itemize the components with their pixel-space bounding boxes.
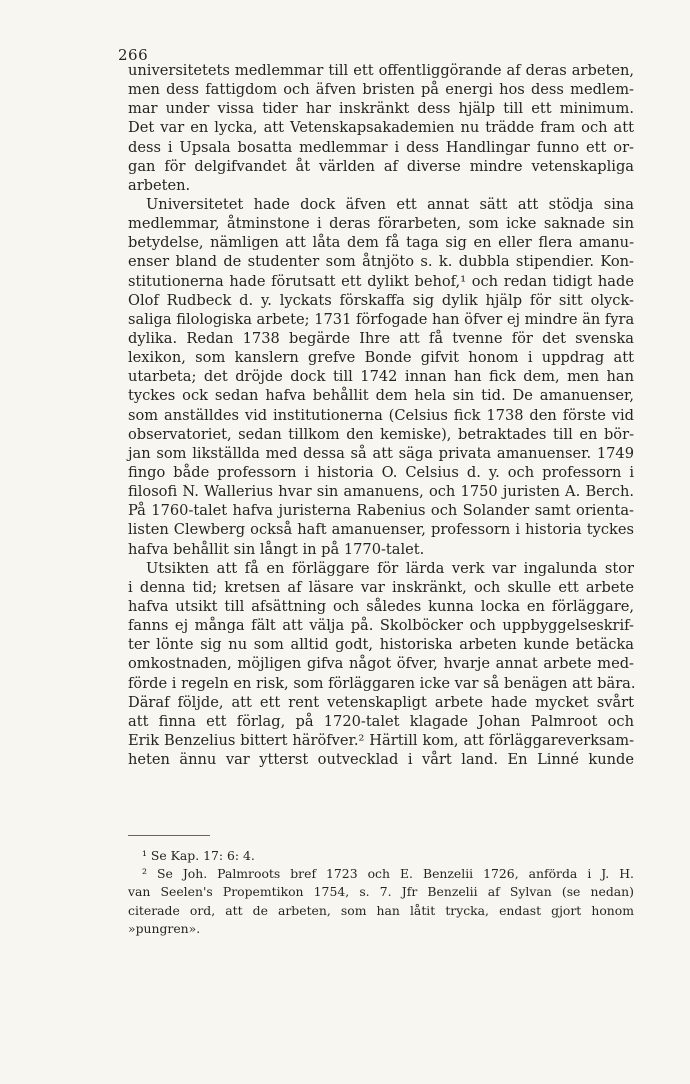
- text-line: Utsikten att få en förläggare för lärda verk var ingalunda stor: [146, 559, 634, 577]
- text-line: utarbeta; det dröjde dock till 1742 innan han fick dem, men han: [128, 368, 634, 386]
- body-text: [128, 61, 634, 769]
- text-line: Det var en lycka, att Vetenskapsakademien nu trädde fram och att: [128, 119, 634, 137]
- text-line: omkostnaden, möjligen gifva något öfver, hvarje annat arbete med-: [128, 655, 634, 673]
- text-line: medlemmar, åtminstone i deras förarbeten, som icke saknade sin: [128, 215, 634, 233]
- footnote-line: citerade ord, att de arbeten, som han låtit trycka, endast gjort honom: [128, 902, 634, 918]
- text-line: heten ännu var ytterst outvecklad i vårt land. En Linné kunde: [128, 751, 634, 769]
- text-line: lexikon, som kanslern grefve Bonde gifvit honom i uppdrag att: [128, 349, 634, 367]
- text-line: stitutionerna hade förutsatt ett dylikt behof,¹ och redan tidigt hade: [128, 272, 634, 290]
- text-line: arbeten.: [128, 176, 191, 194]
- text-line: saliga filologiska arbete; 1731 förfogade han öfver ej mindre än fyra: [128, 310, 635, 328]
- text-line: universitetets medlemmar till ett offentliggörande af deras arbeten,: [128, 62, 634, 79]
- text-line: Universitetet hade dock äfven ett annat sätt att stödja sina: [146, 195, 634, 213]
- footnotes: [128, 847, 634, 938]
- text-line: ter lönte sig nu som alltid godt, historiska arbeten kunde betäcka: [128, 636, 634, 654]
- text-line: filosofi N. Wallerius hvar sin amanuens, och 1750 juristen A. Berch.: [128, 483, 634, 501]
- text-line: förde i regeln en risk, som förläggaren icke var så benägen att bära.: [128, 674, 636, 692]
- text-line: På 1760-talet hafva juristerna Rabenius och Solander samt orienta-: [128, 502, 634, 520]
- text-line: mar under vissa tider har inskränkt dess hjälp till ett minimum.: [128, 100, 634, 118]
- text-line: fanns ej många fält att välja på. Skolböcker och uppbyggelseskrif-: [128, 617, 634, 635]
- text-line: hafva behållit sin långt in på 1770-talet.: [128, 540, 425, 558]
- text-line: i denna tid; kretsen af läsare var inskränkt, och skulle ett arbete: [128, 578, 634, 596]
- text-line: enser bland de studenter som åtnjöto s. k. dubbla stipendier. Kon-: [128, 253, 634, 271]
- text-line: dess i Upsala bosatta medlemmar i dess Handlingar funno ett or-: [128, 138, 634, 156]
- text-line: att finna ett förlag, på 1720-talet klagade Johan Palmroot och: [128, 712, 634, 730]
- footnote-divider: [128, 835, 210, 836]
- text-line: Olof Rudbeck d. y. lyckats förskaffa sig dylik hjälp för sitt olyck-: [128, 291, 634, 309]
- text-line: hafva utsikt till afsättning och således kunna locka en förläggare,: [128, 597, 634, 615]
- text-line: som anställdes vid institutionerna (Celsius fick 1738 den förste vid: [128, 406, 634, 424]
- text-line: jan som likställda med dessa så att säga privata amanuenser. 1749: [128, 444, 634, 462]
- text-line: listen Clewberg också haft amanuenser, professorn i historia tyckes: [128, 521, 634, 539]
- text-line: Erik Benzelius bittert häröfver.² Härtill kom, att förläggareverksam-: [128, 731, 634, 749]
- footnote-line: ¹ Se Kap. 17: 6: 4.: [142, 848, 255, 863]
- text-line: Däraf följde, att ett rent vetenskapligt arbete hade mycket svårt: [128, 693, 634, 711]
- text-line: men dess fattigdom och äfven bristen på energi hos dess medlem-: [128, 81, 634, 99]
- footnote-line: »pungren».: [128, 920, 201, 936]
- text-line: dylika. Redan 1738 begärde Ihre att få tvenne för det svenska: [128, 329, 634, 347]
- text-line: betydelse, nämligen att låta dem få taga sig en eller flera amanu-: [128, 234, 634, 252]
- text-line: tyckes ock sedan hafva behållit dem hela sin tid. De amanuenser,: [128, 387, 634, 405]
- text-line: gan för delgifvandet åt världen af diverse mindre vetenskapliga: [128, 157, 634, 175]
- text-line: fingo både professorn i historia O. Celsius d. y. och professorn i: [128, 463, 634, 481]
- text-line: observatoriet, sedan tillkom den kemiske), betraktades till en bör-: [128, 425, 634, 443]
- footnote-line: ² Se Joh. Palmroots bref 1723 och E. Benzelii 1726, anförda i J. H.: [142, 866, 634, 882]
- page-number: 266: [118, 46, 149, 64]
- footnote-line: van Seelen's Propemtikon 1754, s. 7. Jfr Benzelii af Sylvan (se nedan): [128, 884, 634, 900]
